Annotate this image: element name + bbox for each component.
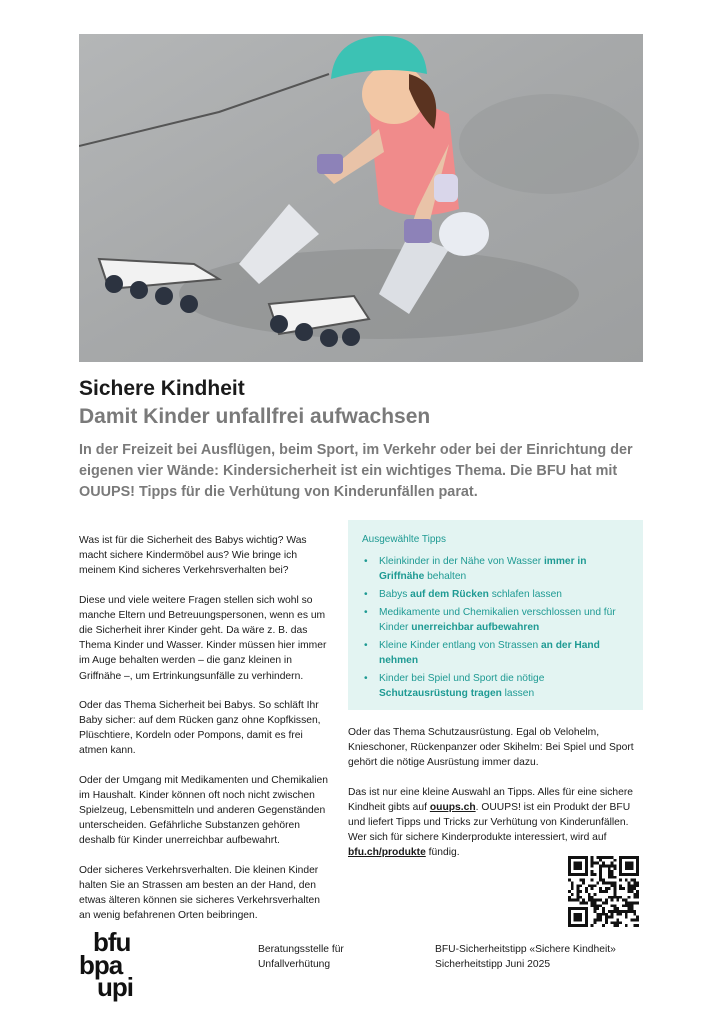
tips-heading: Ausgewählte Tipps xyxy=(362,534,446,545)
bullet-icon: • xyxy=(364,589,368,600)
tip-item: • Kleinkinder in der Nähe von Wasser immer in Griffnähe behalten xyxy=(364,556,587,582)
footer-document-info xyxy=(435,942,616,972)
footer-doc-line-2: Sicherheitstipp Juni 2025 xyxy=(435,959,551,970)
tips-list xyxy=(362,554,627,701)
tip-item: • Kleine Kinder entlang von Strassen an der Hand nehmen xyxy=(364,640,600,666)
qr-code-icon[interactable] xyxy=(568,856,639,927)
logo-line-upi: upi xyxy=(97,972,133,1002)
footer-org-line-1: Beratungsstelle für xyxy=(258,944,344,955)
left-column xyxy=(79,533,329,937)
bfu-logo xyxy=(79,926,159,1006)
footer-organisation xyxy=(258,942,344,972)
tip-item: • Babys auf dem Rücken schlafen lassen xyxy=(364,589,562,600)
child-inline-skates-image xyxy=(79,34,643,362)
bullet-icon: • xyxy=(364,607,368,618)
bullet-icon: • xyxy=(364,640,368,651)
logo-line-bfu: bfu xyxy=(93,927,131,957)
tip-item: • Medikamente und Chemikalien verschlossen und für Kinder unerreichbar aufbewahren xyxy=(364,607,616,633)
page-title: Sichere Kindheit xyxy=(79,377,245,400)
left-paragraph-5: Oder sicheres Verkehrsverhalten. Die kleinen Kinder halten Sie an Strassen am besten an der Hand, den etwas älteren können sie sicheres Verkehrsverhalten an wenig befahrenen Orten beibringen. xyxy=(79,864,320,922)
tip-item: • Kinder bei Spiel und Sport die nötige Schutzausrüstung tragen lassen xyxy=(364,673,545,699)
hero-photo xyxy=(79,34,643,362)
right-paragraph-1: Oder das Thema Schutzausrüstung. Egal ob Velohelm, Knieschoner, Rückenpanzer oder Skihelm: Bei Spiel und Sport gehört die nötige Ausrüstung immer dazu. xyxy=(348,727,634,769)
bullet-icon: • xyxy=(364,673,368,684)
lead-paragraph: In der Freizeit bei Ausflügen, beim Sport, im Verkehr oder bei der Einrichtung der eigenen vier Wände: Kindersicherheit ist ein wichtiges Thema. Die BFU hat mit OUUPS! Tipps für die Verhütung von Kinderunfällen parat. xyxy=(79,442,633,500)
page-subtitle: Damit Kinder unfallfrei aufwachsen xyxy=(79,405,431,428)
footer-doc-line-1: BFU-Sicherheitstipp «Sichere Kindheit» xyxy=(435,944,616,955)
ouups-link[interactable]: ouups.ch xyxy=(429,801,476,813)
right-column xyxy=(348,725,641,875)
left-paragraph-4: Oder der Umgang mit Medikamenten und Chemikalien im Haushalt. Kinder können oft noch nicht zwischen Spielzeug, Lebensmitteln und anderen Gegenständen unterscheiden. Gefährliche Substanzen gehören deshalb für Kinder unerreichbar aufbewahrt. xyxy=(79,774,328,847)
logo-line-bpa: bpa xyxy=(79,950,123,980)
left-paragraph-3: Oder das Thema Sicherheit bei Babys. So schläft Ihr Baby sicher: auf dem Rücken ganz ohne Kopfkissen, Plüschtiere, Kordeln oder Pompons, damit es frei atmen kann. xyxy=(79,699,321,757)
left-paragraph-1: Was ist für die Sicherheit des Babys wichtig? Was macht sichere Kindermöbel aus? Wie bringe ich meinem Kind sicheres Verkehrsverhalten bei? xyxy=(79,535,307,577)
tips-box xyxy=(348,520,643,710)
bullet-icon: • xyxy=(364,556,368,567)
footer-org-line-2: Unfallverhütung xyxy=(258,959,331,970)
left-paragraph-2: Diese und viele weitere Fragen stellen sich wohl so manche Eltern und Betreuungspersonen, wenn es um die Sicherheit ihrer Kinder geht. Da wäre z. B. das Thema Kinder und Wasser. Kinder müssen hier immer im Auge behalten werden – die ganz kleinen in Griffnähe –, um Ertrinkungsunfälle zu verhindern. xyxy=(79,594,327,682)
right-paragraph-2: Das ist nur eine kleine Auswahl an Tipps. Alles für eine sichere Kindheit gibts auf ouups.ch. OUUPS! ist ein Produkt der BFU und liefert Tipps und Tricks zur Verhütung von Kinderunfällen. Wer sich für sichere Kinderprodukte interessiert, wird auf bfu.ch/produkte fündig. xyxy=(348,786,634,859)
bfu-produkte-link[interactable]: bfu.ch/produkte xyxy=(348,847,426,859)
